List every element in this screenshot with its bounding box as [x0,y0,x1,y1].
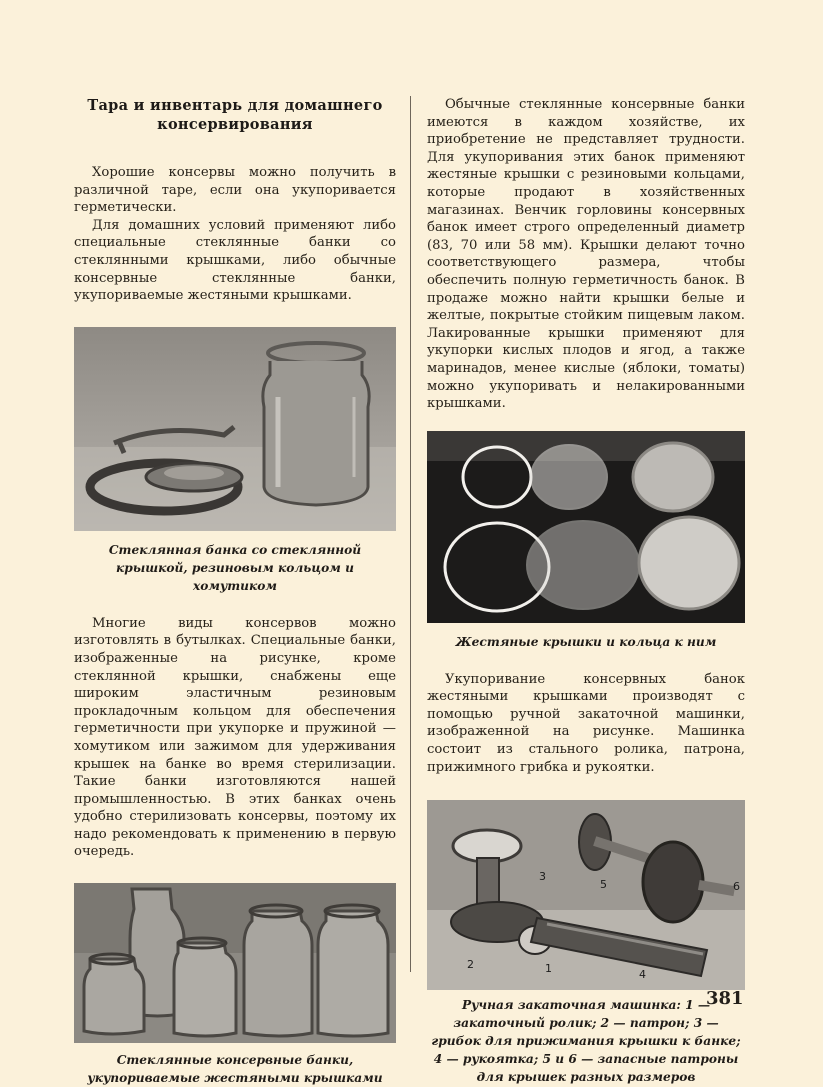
right-column [427,96,745,1086]
figure-sealing-machine-photo [427,800,745,990]
figure-lids-photo [427,431,745,623]
section-title: Тара и инвентарь для домашнего консервирования [87,97,383,133]
label-2: 2 [467,958,474,972]
label-5: 5 [600,878,607,892]
figure-3-caption: Жестяные крышки и кольца к ним [455,634,717,649]
figure-2-caption: Стеклянные консервные банки, укупориваемые жестяными крышками [87,1053,383,1086]
label-6: 6 [733,880,740,894]
label-4: 4 [639,968,646,982]
figure-jars-photo [74,883,396,1043]
figure-1-caption: Стеклянная банка со стеклянной крышкой, резиновым кольцом и хомутиком [108,542,362,593]
column-divider [410,96,411,972]
paragraph-4: Обычные стеклянные консервные банки имеются в каждом хозяйстве, их приобретение не представляет трудности. Для укупоривания этих банок применяют жестяные крышки с резиновыми кольцами, которые продают в хозяйственных магазинах. Венчик горловины консервных банок имеет строго определенный диаметр (83, 70 или 58 мм). Крышки делают точно соответствующего размера, чтобы обеспечить полную герметичность банок. В продаже можно найти крышки белые и желтые, покрытые стойким пищевым лаком. Лакированные крышки применяют для укупорки кислых плодов и ягод, а также маринадов, менее кислые (яблоки, томаты) можно укупоривать и нелакированными крышками. [427,97,745,412]
paragraph-3: Многие виды консервов можно изготовлять в бутылках. Специальные банки, изображенные на рисунке, кроме стеклянной крышки, снабжены еще широким эластичным резиновым прокладочным кольцом для обеспечения герметичности при укупорке и пружиной — хомутиком или зажимом для удерживания крышек на банке во время стерилизации. Такие банки изготовляются нашей промышленностью. В этих банках очень удобно стерилизовать консервы, поэтому их надо рекомендовать к применению в первую очередь. [74,615,396,860]
page-number: 381 [706,988,744,1009]
paragraph-2: Для домашних условий применяют либо специальные стеклянные банки со стеклянными крышками, либо обычные консервные стеклянные банки, укупориваемые жестяными крышками. [74,217,396,304]
label-3: 3 [539,870,546,884]
figure-4-caption: Ручная закаточная машинка: 1 — закаточный ролик; 2 — патрон; 3 — грибок для прижимания крышки к банке; 4 — рукоятка; 5 и 6 — запасные патроны для крышек разных размеров [431,998,741,1085]
paragraph-5: Укупоривание консервных банок жестяными крышками производят с помощью ручной закаточной машинки, изображенной на рисунке. Машинка состоит из стального ролика, патрона, прижимного грибка и рукоятки. [427,671,745,775]
figure-glass-jar-photo [74,327,396,531]
label-1: 1 [545,962,552,976]
left-column [74,96,396,1087]
paragraph-1: Хорошие консервы можно получить в различной таре, если она укупоривается герметически. [74,165,396,216]
